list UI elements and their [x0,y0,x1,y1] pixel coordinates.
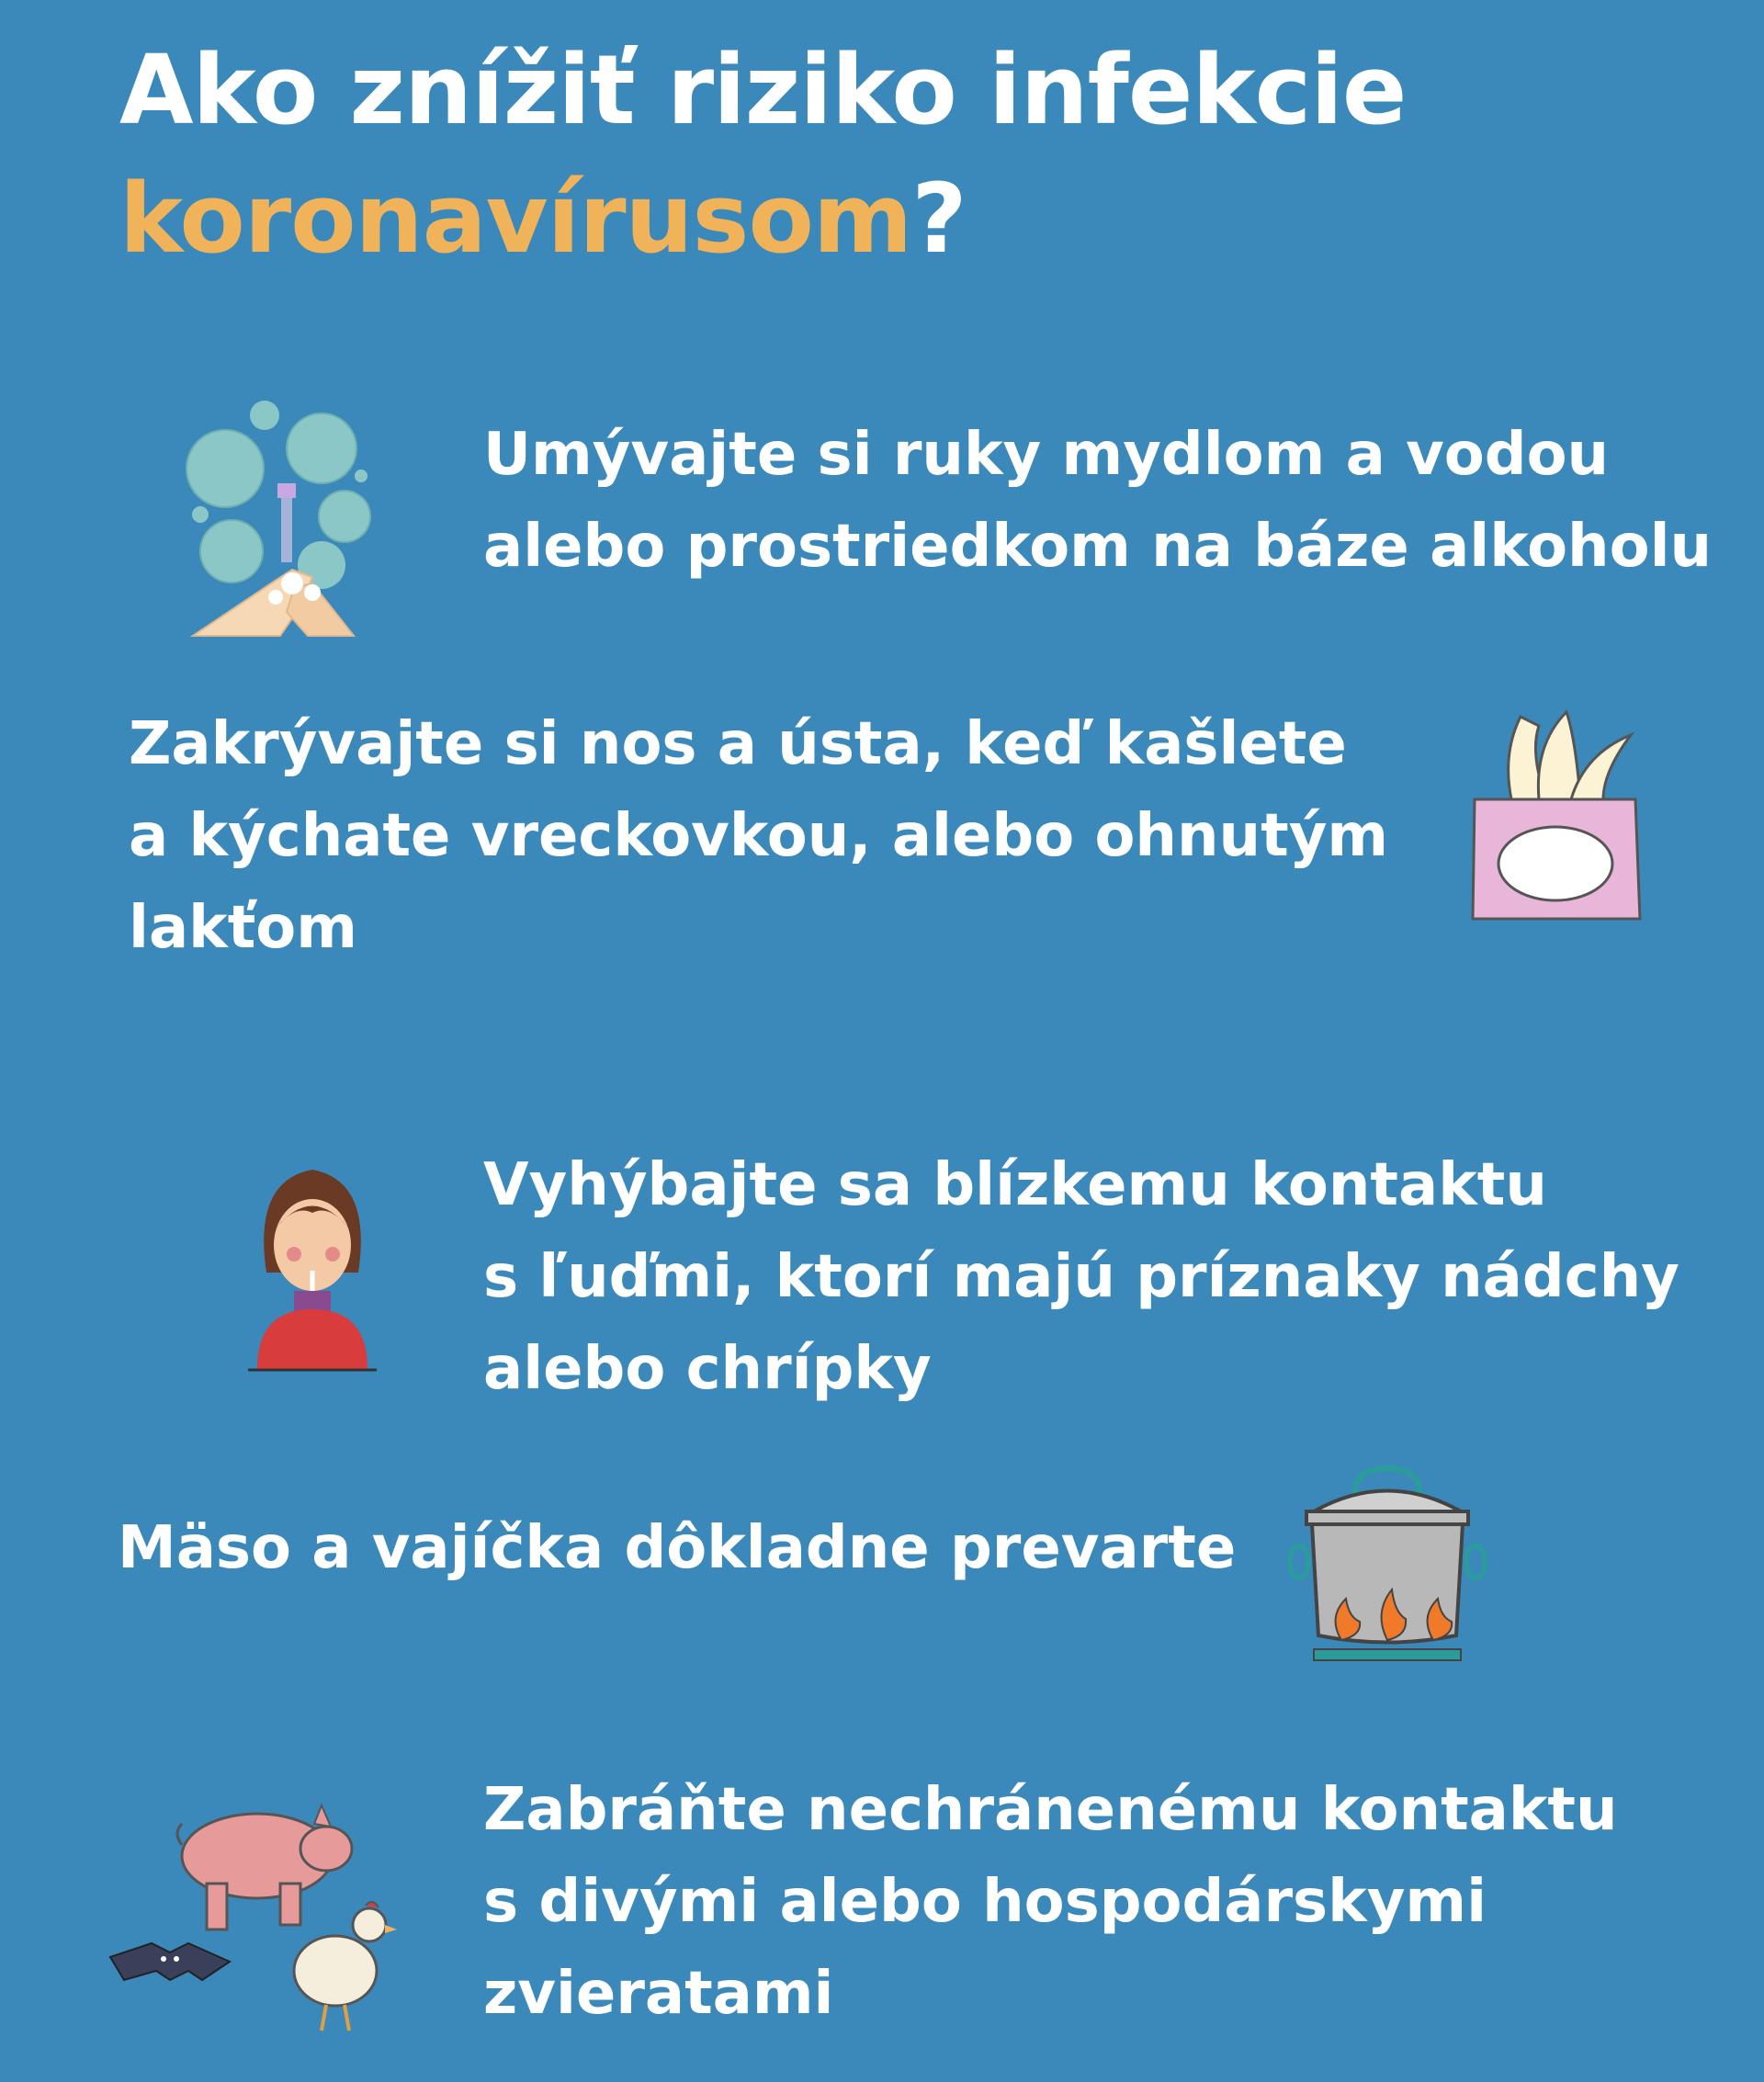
title-line-1: Ako znížiť riziko infekcie [119,34,1407,146]
tip-1-text: Umývajte si ruky mydlom a vodou alebo prostriedkom na báze alkoholu [483,421,1713,581]
tip-4-text: Mäso a vajíčka dôkladne prevarte [118,1514,1237,1582]
tip-handwash [0,395,1764,662]
tip-avoid-contact [0,1139,1764,1443]
tissue-box-icon [1465,698,1649,928]
tip-3-text: Vyhýbajte sa blízkemu kontaktu s ľuďmi, ktorí majú príznaky nádchy alebo chrípky [483,1151,1679,1403]
title-suffix: ? [911,163,967,275]
page-title [119,26,1406,283]
tip-avoid-animals [0,1764,1764,2076]
sick-person-icon [248,1162,377,1374]
tip-cover-cough [0,698,1764,1001]
cooking-pot-icon [1286,1461,1488,1668]
title-highlight: koronavírusom [119,163,912,275]
tip-5-text: Zabráňte nechránenému kontaktu s divými alebo hospodárskymi zvieratami [483,1776,1618,2028]
tip-2-text: Zakrývajte si nos a ústa, keď kašlete a kýchate vreckovkou, alebo ohnutým lakťom [129,710,1389,962]
handwash-icon [184,395,395,643]
tip-cook-food [0,1461,1764,1672]
animals-icon [101,1782,404,2040]
